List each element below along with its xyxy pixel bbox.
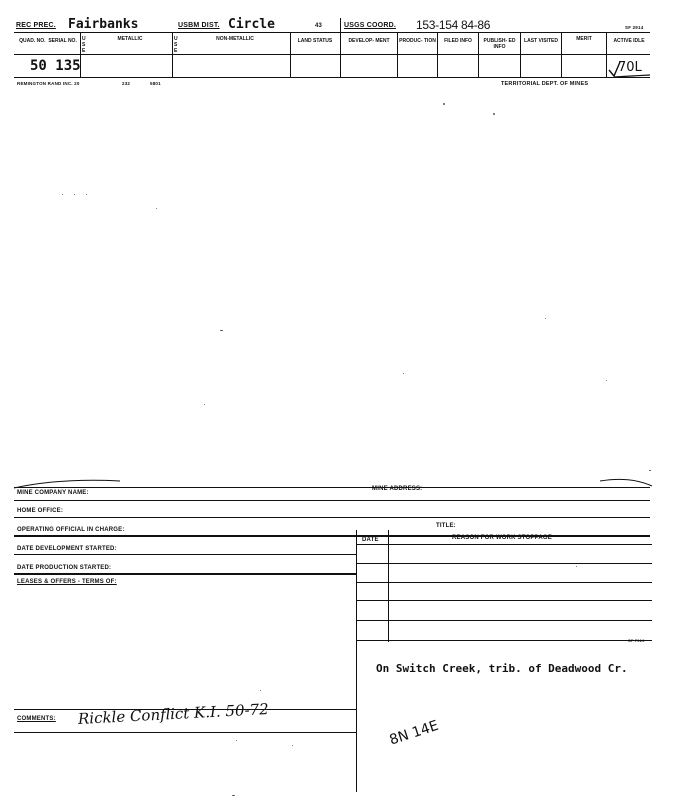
active-idle-value: 70L bbox=[618, 60, 642, 75]
comments-label: COMMENTS: bbox=[17, 716, 56, 722]
record-bottom-rule bbox=[14, 77, 650, 78]
usbm-dist-value: Circle bbox=[228, 17, 275, 32]
title-label: TITLE: bbox=[436, 523, 456, 529]
scan-speck bbox=[260, 690, 261, 691]
header-rule bbox=[14, 32, 650, 33]
scan-speck bbox=[204, 404, 205, 405]
table-row-rule bbox=[356, 600, 652, 601]
checkmark-icon bbox=[606, 58, 652, 80]
col-divider bbox=[520, 32, 521, 77]
date-col-divider bbox=[388, 530, 389, 642]
col-divider bbox=[478, 32, 479, 77]
leases-label: LEASES & OFFERS - TERMS OF: bbox=[17, 579, 117, 585]
col-use-metallic: U S E bbox=[82, 36, 86, 54]
form-number-top: SF 2914 bbox=[625, 25, 644, 30]
rule bbox=[14, 732, 356, 733]
usgs-coord-value: 153-154 84-86 bbox=[416, 18, 491, 32]
scan-speck bbox=[545, 318, 546, 319]
rec-prec-value: Fairbanks bbox=[68, 17, 139, 32]
col-published-info: PUBLISH- ED INFO bbox=[483, 38, 516, 50]
col-metallic: METALLIC bbox=[117, 36, 143, 42]
col-divider bbox=[561, 32, 562, 77]
scan-speck bbox=[156, 208, 157, 209]
col-divider bbox=[397, 32, 398, 77]
scan-speck bbox=[292, 745, 293, 746]
scan-speck bbox=[74, 194, 75, 195]
rec-prec-label: REC PREC. bbox=[16, 22, 56, 29]
usgs-coord-label: USGS COORD. bbox=[344, 22, 396, 29]
date-production-label: DATE PRODUCTION STARTED: bbox=[17, 565, 112, 571]
scan-speck bbox=[649, 470, 651, 471]
rule bbox=[14, 517, 650, 518]
col-merit: MERIT bbox=[576, 36, 592, 42]
table-row-rule bbox=[356, 640, 652, 641]
usbm-dist-label: USBM DIST. bbox=[178, 22, 220, 29]
form-number-bottom: SF 7919 bbox=[628, 638, 645, 643]
col-serial: SERIAL NO. bbox=[48, 38, 77, 44]
col-last-visited: LAST VISITED bbox=[524, 38, 558, 44]
col-filed-info: FILED INFO bbox=[444, 38, 472, 44]
table-row-rule bbox=[356, 544, 652, 545]
handwritten-comment: Rickle Conflict K.I. 50-72 bbox=[77, 700, 270, 728]
column-header-rule bbox=[14, 54, 650, 55]
scan-speck bbox=[493, 113, 495, 115]
rule bbox=[14, 535, 650, 537]
scan-speck bbox=[606, 380, 607, 381]
col-active-idle: ACTIVE IDLE bbox=[613, 38, 645, 44]
scan-speck bbox=[220, 330, 223, 331]
dept-imprint: TERRITORIAL DEPT. OF MINES bbox=[501, 81, 589, 87]
col-divider bbox=[172, 32, 173, 77]
col-nonmetallic: NON-METALLIC bbox=[216, 36, 254, 42]
imprint-code-2: 5801 bbox=[150, 81, 161, 86]
scan-speck bbox=[236, 740, 237, 741]
table-row-rule bbox=[356, 563, 652, 564]
rule bbox=[14, 500, 650, 501]
col-development: DEVELOP- MENT bbox=[348, 38, 390, 44]
col-use-nonmetallic: U S E bbox=[174, 36, 178, 54]
col-divider bbox=[340, 18, 341, 77]
rule bbox=[14, 573, 356, 575]
reason-col-header: REASON FOR WORK STOPPAGE bbox=[452, 535, 552, 541]
rule bbox=[14, 554, 356, 555]
quad-serial-value: 50 135 bbox=[30, 58, 81, 74]
scan-speck bbox=[443, 103, 445, 105]
mine-address-label: MINE ADDRESS: bbox=[372, 486, 423, 492]
col-quad-serial bbox=[16, 38, 80, 44]
col-production: PRODUC- TION bbox=[399, 38, 436, 44]
usbm-dist-number: 43 bbox=[315, 23, 323, 29]
printer-imprint: REMINGTON RAND INC. 20 bbox=[17, 81, 80, 86]
card-top-edge bbox=[0, 472, 678, 492]
scan-speck bbox=[232, 795, 235, 796]
col-divider bbox=[437, 32, 438, 77]
scan-speck bbox=[86, 194, 87, 195]
operating-official-label: OPERATING OFFICIAL IN CHARGE: bbox=[17, 527, 125, 533]
mine-company-label: MINE COMPANY NAME: bbox=[17, 490, 89, 496]
location-note: On Switch Creek, trib. of Deadwood Cr. bbox=[376, 662, 628, 675]
col-land-status: LAND STATUS bbox=[297, 38, 333, 44]
scan-speck bbox=[403, 373, 404, 374]
date-col-header: DATE bbox=[362, 537, 379, 543]
scan-speck bbox=[62, 194, 63, 195]
table-row-rule bbox=[356, 620, 652, 621]
handwritten-location: 8N 14E bbox=[387, 717, 441, 749]
col-quad: QUAD. NO. bbox=[19, 38, 46, 44]
home-office-label: HOME OFFICE: bbox=[17, 508, 64, 514]
card-top-rule bbox=[14, 487, 650, 488]
col-divider bbox=[290, 32, 291, 77]
section-divider bbox=[356, 530, 357, 792]
imprint-code-1: 232 bbox=[122, 81, 131, 86]
scan-speck bbox=[576, 566, 577, 567]
date-development-label: DATE DEVELOPMENT STARTED: bbox=[17, 546, 117, 552]
table-row-rule bbox=[356, 582, 652, 583]
